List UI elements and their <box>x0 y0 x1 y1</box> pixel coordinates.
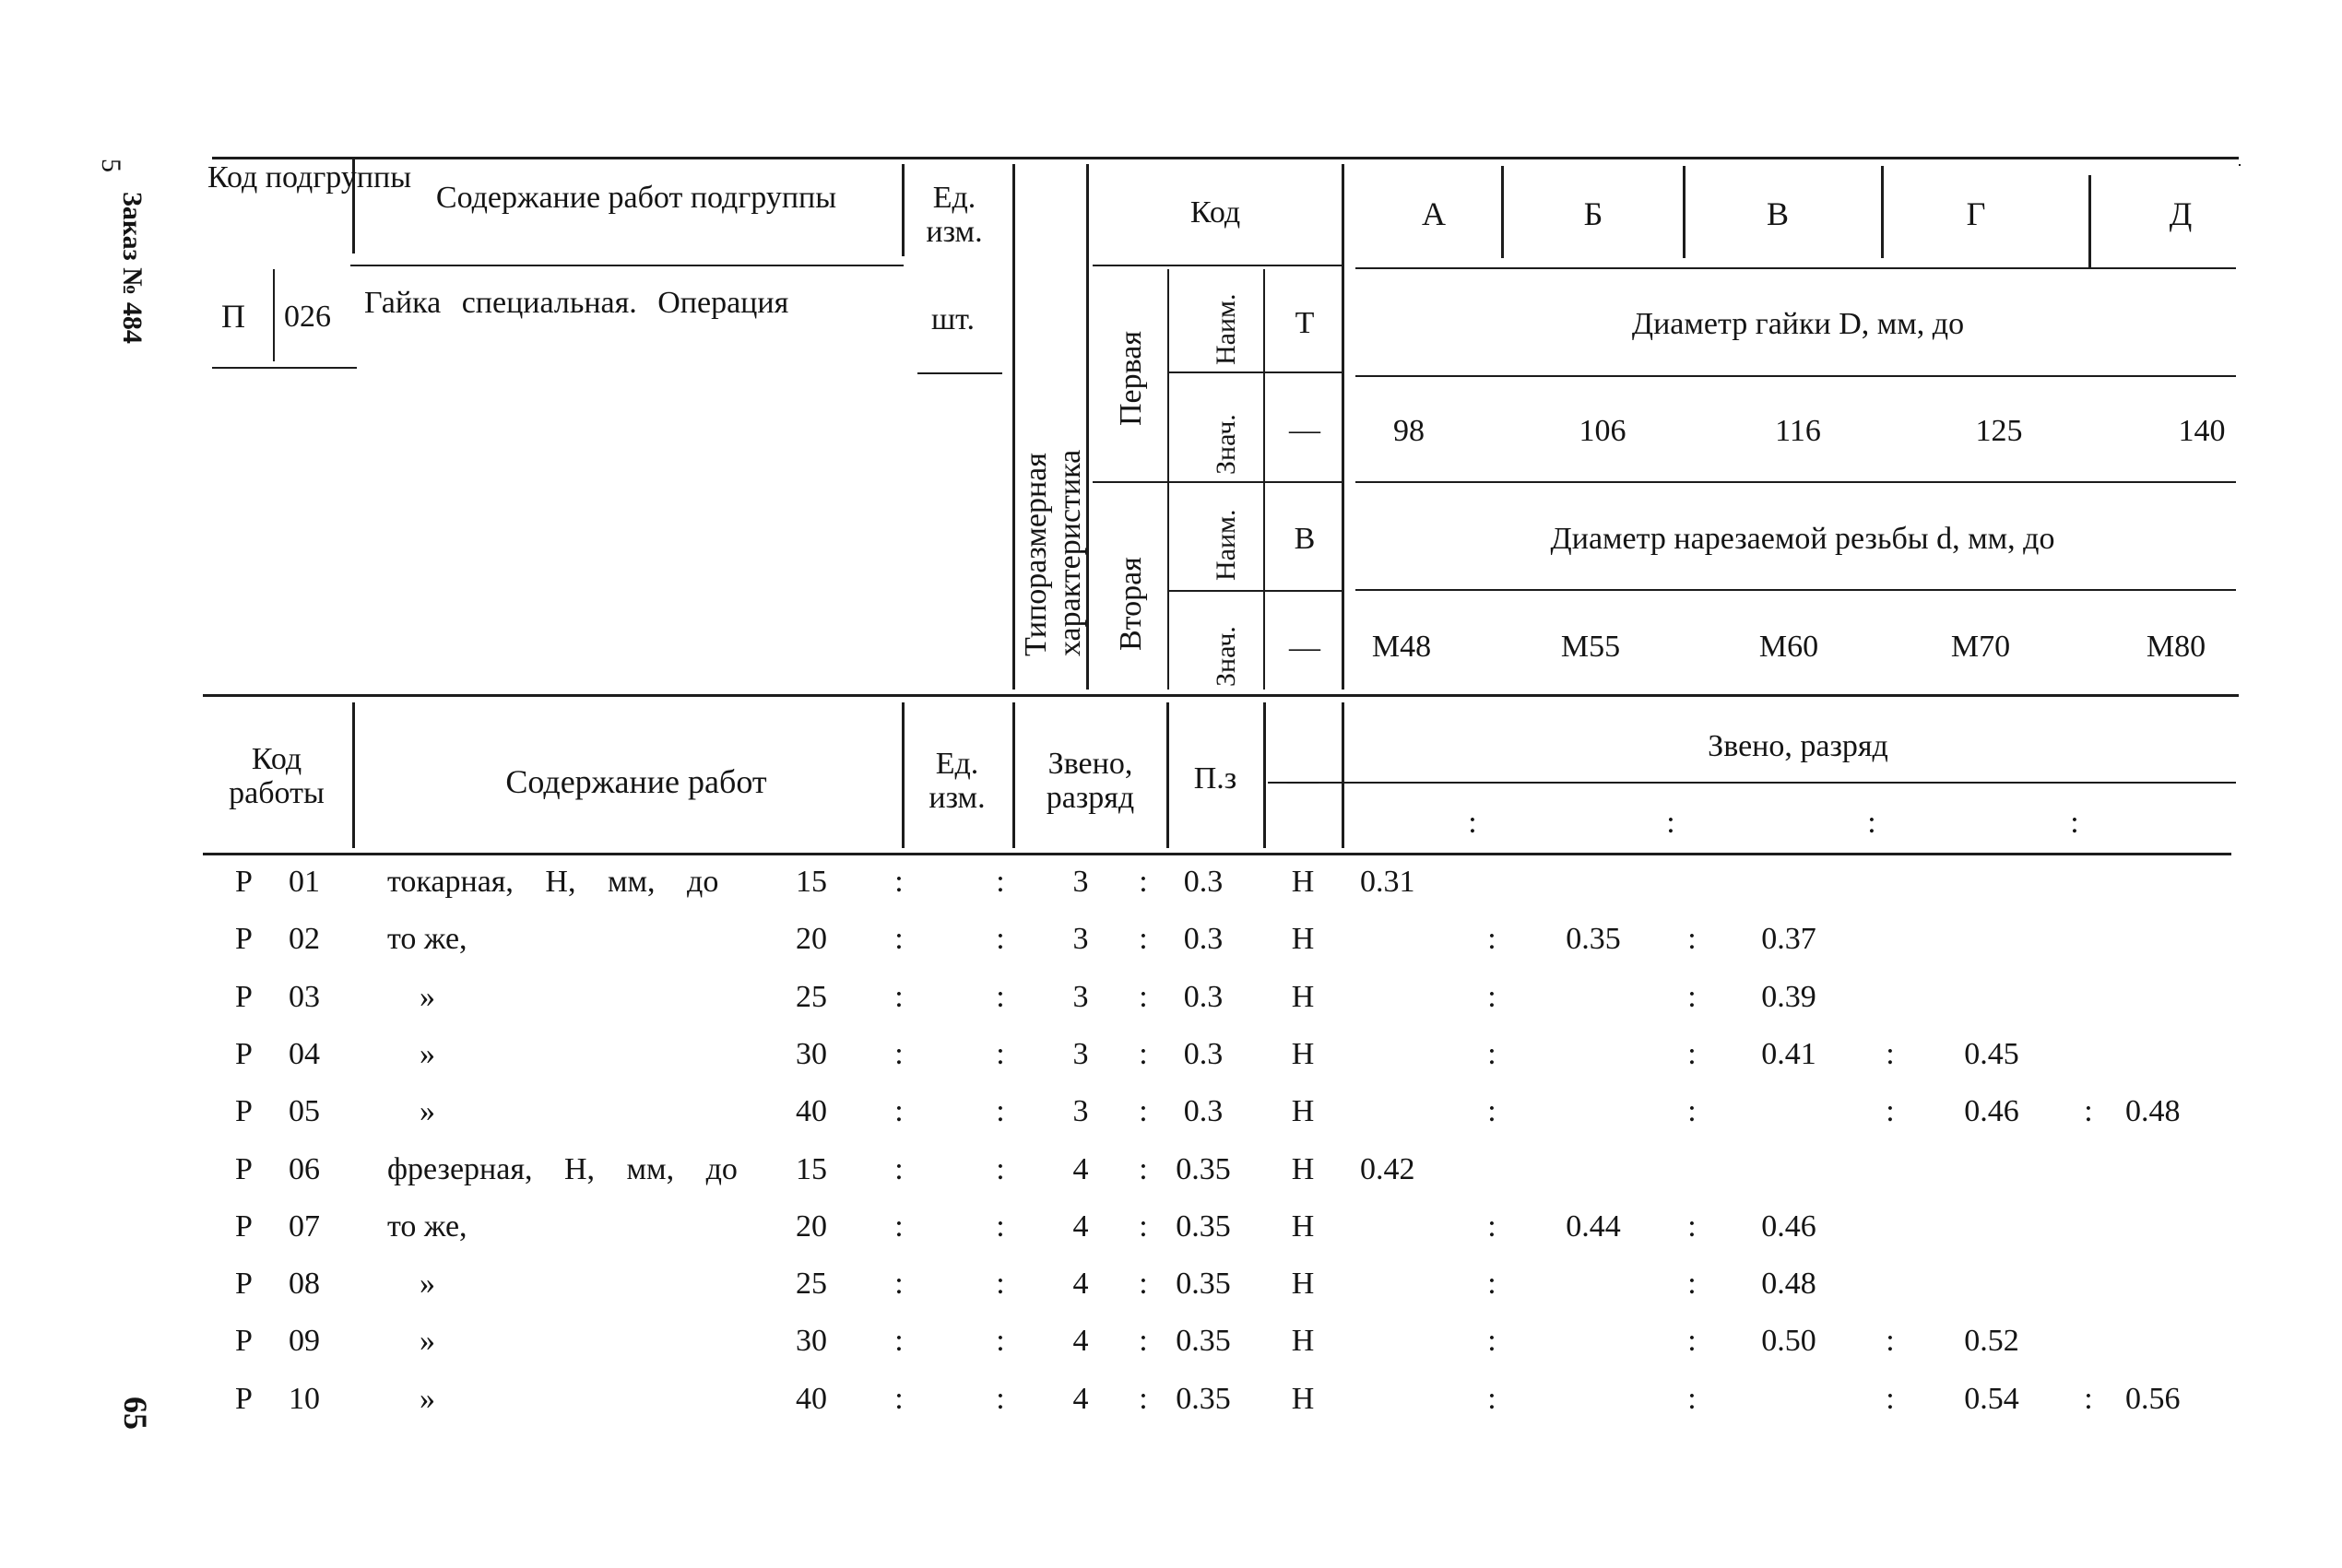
row-separator: : <box>1487 922 1496 956</box>
work-vline-pz <box>1263 702 1266 848</box>
row-letter: Р <box>235 1324 253 1358</box>
right-row-line-1 <box>1355 267 2236 269</box>
row-pz: 0.35 <box>1176 1382 1231 1416</box>
row-letter: Р <box>235 1037 253 1071</box>
row-norm: Н <box>1291 1094 1315 1128</box>
row-separator: : <box>1487 1209 1496 1244</box>
vline-col-b-v <box>1683 166 1686 258</box>
first-value-code: — <box>1289 413 1320 447</box>
first-value-g: 125 <box>1975 414 2023 448</box>
second-label: Вторая <box>1114 557 1148 651</box>
row-value-d: 0.48 <box>2125 1094 2181 1128</box>
row-separator: : <box>996 980 1005 1014</box>
first-label: Первая <box>1114 331 1148 426</box>
work-code-header: Код работы <box>229 742 325 811</box>
row-value-v: 0.46 <box>1761 1209 1816 1244</box>
row-value-g: 0.54 <box>1964 1382 2019 1416</box>
first-value-a: 98 <box>1393 414 1425 448</box>
code-mid-line <box>1093 481 1342 483</box>
row-code: 06 <box>289 1152 320 1186</box>
row-grade: 4 <box>1072 1382 1089 1416</box>
row-separator: : <box>1886 1037 1895 1071</box>
right-row-line-2 <box>1355 375 2236 377</box>
row-separator: : <box>1687 1382 1697 1416</box>
subgroup-description: Гайка специальная. Операция <box>364 286 789 320</box>
row-height: 40 <box>796 1094 827 1128</box>
vline-typesize-left <box>1012 164 1015 690</box>
row-code: 01 <box>289 865 320 899</box>
vline-unit <box>902 164 905 256</box>
row-grade: 4 <box>1072 1152 1089 1186</box>
row-grade: 4 <box>1072 1324 1089 1358</box>
header-underline-subgroup <box>350 265 904 266</box>
row-letter: Р <box>235 1152 253 1186</box>
first-value-b: 106 <box>1579 414 1626 448</box>
column-header-v: В <box>1766 195 1790 232</box>
subgroup-content-header: Содержание работ подгруппы <box>435 181 837 215</box>
row-pz: 0.35 <box>1176 1152 1231 1186</box>
second-value-code: — <box>1289 631 1320 665</box>
row-separator: : <box>1139 1382 1148 1416</box>
second-name-code: В <box>1294 522 1316 556</box>
row-value-v: 0.48 <box>1761 1267 1816 1301</box>
row-separator: : <box>894 922 904 956</box>
row-norm: Н <box>1291 1324 1315 1358</box>
row-separator: : <box>1487 1037 1496 1071</box>
vline-subgroup-letter <box>273 269 275 361</box>
row-norm: Н <box>1291 980 1315 1014</box>
row-text: » <box>420 980 435 1014</box>
row-separator: : <box>1687 1037 1697 1071</box>
unit-underline <box>917 372 1002 374</box>
right-link-grade-header: Звено, разряд <box>1708 729 1888 763</box>
row-grade: 4 <box>1072 1209 1089 1244</box>
work-vline-dash <box>1342 702 1344 848</box>
row-separator: : <box>996 1152 1005 1186</box>
second-value-d: М80 <box>2146 630 2206 664</box>
code-header: Код <box>1189 195 1241 230</box>
second-value-g: М70 <box>1950 630 2011 664</box>
work-header-bottom-rule <box>203 853 2231 855</box>
unit-header: Ед. изм. <box>926 181 983 250</box>
second-value-b: М55 <box>1560 630 1621 664</box>
row-separator: : <box>1687 1209 1697 1244</box>
row-separator: : <box>1886 1094 1895 1128</box>
row-norm: Н <box>1291 1382 1315 1416</box>
row-code: 10 <box>289 1382 320 1416</box>
row-norm: Н <box>1291 1152 1315 1186</box>
row-separator: : <box>996 865 1005 899</box>
row-code: 07 <box>289 1209 320 1244</box>
vline-col-g-d <box>2088 175 2091 267</box>
row-code: 05 <box>289 1094 320 1128</box>
subgroup-code-header: Код подгруппы <box>207 160 412 195</box>
row-norm: Н <box>1291 865 1315 899</box>
vline-first-second <box>1167 269 1169 690</box>
row-letter: Р <box>235 1094 253 1128</box>
row-norm: Н <box>1291 1037 1315 1071</box>
row-separator: : <box>1139 1209 1148 1244</box>
row-value-v: 0.39 <box>1761 980 1816 1014</box>
row-separator: : <box>996 1382 1005 1416</box>
row-grade: 3 <box>1072 1037 1089 1071</box>
row-pz: 0.3 <box>1183 1094 1224 1128</box>
row-separator: : <box>1886 1382 1895 1416</box>
right-row-line-3 <box>1355 481 2236 483</box>
row-separator: : <box>894 1094 904 1128</box>
row-separator: : <box>996 1267 1005 1301</box>
row-value-b: 0.44 <box>1566 1209 1621 1244</box>
row-text: то же, <box>387 1209 467 1244</box>
row-letter: Р <box>235 1382 253 1416</box>
row-separator: : <box>1886 1324 1895 1358</box>
row-pz: 0.3 <box>1183 980 1224 1014</box>
row-letter: Р <box>235 1209 253 1244</box>
column-header-d: Д <box>2169 195 2193 232</box>
row-value-d: 0.56 <box>2125 1382 2181 1416</box>
row-text: то же, <box>387 922 467 956</box>
row-separator: : <box>1139 865 1148 899</box>
work-header-top-rule <box>203 694 2239 697</box>
row-height: 15 <box>796 865 827 899</box>
work-pz-header: П.з <box>1193 761 1237 796</box>
row-text: » <box>420 1267 435 1301</box>
row-height: 25 <box>796 1267 827 1301</box>
row-code: 03 <box>289 980 320 1014</box>
row-separator: : <box>1687 1094 1697 1128</box>
row-pz: 0.35 <box>1176 1267 1231 1301</box>
row-value-g: 0.46 <box>1964 1094 2019 1128</box>
row-value-v: 0.37 <box>1761 922 1816 956</box>
row-separator: : <box>1139 1324 1148 1358</box>
row-separator: : <box>1487 1382 1496 1416</box>
second-name-label: Наим. <box>1211 509 1241 581</box>
row-separator: : <box>894 1324 904 1358</box>
second-value-label: Знач. <box>1211 626 1241 687</box>
row-letter: Р <box>235 922 253 956</box>
row-separator: : <box>894 1382 904 1416</box>
row-text: » <box>420 1382 435 1416</box>
row-norm: Н <box>1291 922 1315 956</box>
first-value-label: Знач. <box>1211 414 1241 475</box>
row-letter: Р <box>235 865 253 899</box>
right-row-line-4 <box>1355 589 2236 591</box>
code-under-label <box>1093 265 1342 266</box>
row-height: 40 <box>796 1382 827 1416</box>
margin-order-label: Заказ № 484 <box>117 192 148 344</box>
row-separator: : <box>996 1209 1005 1244</box>
work-vline-unit <box>1012 702 1015 848</box>
row-separator: : <box>1139 1267 1148 1301</box>
row-text: » <box>420 1037 435 1071</box>
row-grade: 4 <box>1072 1267 1089 1301</box>
subgroup-letter: П <box>221 298 245 335</box>
top-rule-right <box>2239 164 2241 166</box>
row-norm: Н <box>1291 1267 1315 1301</box>
subgroup-unit: шт. <box>931 302 975 336</box>
row-value-v: 0.50 <box>1761 1324 1816 1358</box>
row-separator: : <box>1487 1267 1496 1301</box>
row-value-v: 0.41 <box>1761 1037 1816 1071</box>
row-separator: : <box>1687 1267 1697 1301</box>
vline-col-a-b <box>1501 166 1504 258</box>
row-text: токарная, H, мм, до <box>387 865 719 899</box>
row-separator: : <box>996 1094 1005 1128</box>
right-header-colon-4: : <box>2070 806 2079 840</box>
first-name-code: Т <box>1295 306 1315 340</box>
top-rule <box>212 157 2239 159</box>
row-code: 02 <box>289 922 320 956</box>
work-dash-header: — <box>1287 763 1319 797</box>
row-separator: : <box>996 1037 1005 1071</box>
code-row2-split <box>1169 590 1343 592</box>
work-vline-link <box>1166 702 1169 848</box>
row-separator: : <box>1139 980 1148 1014</box>
second-value-v: М60 <box>1758 630 1819 664</box>
first-value-d: 140 <box>2178 414 2226 448</box>
row-separator: : <box>1487 980 1496 1014</box>
row-text: » <box>420 1324 435 1358</box>
row-separator: : <box>894 1267 904 1301</box>
row-grade: 3 <box>1072 1094 1089 1128</box>
row-pz: 0.3 <box>1183 1037 1224 1071</box>
work-vline-code <box>352 702 355 848</box>
row-separator: : <box>894 1037 904 1071</box>
right-header-colon-2: : <box>1666 806 1675 840</box>
code-row1-split <box>1169 371 1343 373</box>
row-separator: : <box>1687 980 1697 1014</box>
row-code: 09 <box>289 1324 320 1358</box>
row-grade: 3 <box>1072 922 1089 956</box>
row-separator: : <box>1687 1324 1697 1358</box>
row-height: 20 <box>796 1209 827 1244</box>
column-header-a: А <box>1422 195 1446 232</box>
vline-code-right <box>1342 164 1344 690</box>
row-value-g: 0.52 <box>1964 1324 2019 1358</box>
row-separator: : <box>1687 922 1697 956</box>
row-separator: : <box>894 980 904 1014</box>
row-separator: : <box>1139 1152 1148 1186</box>
row-height: 15 <box>796 1152 827 1186</box>
column-header-b: Б <box>1583 195 1603 232</box>
subgroup-code-underline <box>212 367 357 369</box>
work-vline-content <box>902 702 905 848</box>
row-code: 04 <box>289 1037 320 1071</box>
row-separator: : <box>1487 1324 1496 1358</box>
work-content-header: Содержание работ <box>505 763 767 800</box>
vline-col-v-g <box>1881 166 1884 258</box>
row-separator: : <box>996 922 1005 956</box>
first-name-label: Наим. <box>1211 293 1241 365</box>
row-height: 30 <box>796 1324 827 1358</box>
row-letter: Р <box>235 1267 253 1301</box>
row-separator: : <box>2084 1094 2093 1128</box>
right-header-colon-3: : <box>1867 806 1876 840</box>
row-height: 20 <box>796 922 827 956</box>
row-letter: Р <box>235 980 253 1014</box>
row-value-a: 0.42 <box>1360 1152 1415 1186</box>
row-pz: 0.35 <box>1176 1209 1231 1244</box>
row-grade: 3 <box>1072 980 1089 1014</box>
typesize-header: Типоразмерная характеристика <box>1019 449 1088 656</box>
row-separator: : <box>1139 922 1148 956</box>
row-norm: Н <box>1291 1209 1315 1244</box>
row-code: 08 <box>289 1267 320 1301</box>
row-value-a: 0.31 <box>1360 865 1415 899</box>
work-link-grade-header: Звено, разряд <box>1046 747 1135 816</box>
right-header-colon-1: : <box>1468 806 1477 840</box>
row-pz: 0.3 <box>1183 922 1224 956</box>
row-separator: : <box>2084 1382 2093 1416</box>
column-header-g: Г <box>1966 195 1986 232</box>
first-parameter-name: Диаметр гайки D, мм, до <box>1631 307 1965 341</box>
second-value-a: М48 <box>1371 630 1432 664</box>
row-height: 25 <box>796 980 827 1014</box>
row-separator: : <box>1139 1037 1148 1071</box>
row-pz: 0.3 <box>1183 865 1224 899</box>
margin-page-number-top: 5 <box>96 159 126 172</box>
row-grade: 3 <box>1072 865 1089 899</box>
second-parameter-name: Диаметр нарезаемой резьбы d, мм, до <box>1550 522 2055 556</box>
row-height: 30 <box>796 1037 827 1071</box>
row-separator: : <box>894 865 904 899</box>
row-pz: 0.35 <box>1176 1324 1231 1358</box>
subgroup-code: 026 <box>284 300 331 334</box>
first-value-v: 116 <box>1775 414 1821 448</box>
margin-page-number-bottom: 65 <box>117 1397 154 1430</box>
row-text: фрезерная, H, мм, до <box>387 1152 738 1186</box>
work-unit-header: Ед. изм. <box>929 747 986 816</box>
row-separator: : <box>1487 1094 1496 1128</box>
row-value-g: 0.45 <box>1964 1037 2019 1071</box>
work-header-inner-rule <box>1268 782 2236 784</box>
row-separator: : <box>1139 1094 1148 1128</box>
row-text: » <box>420 1094 435 1128</box>
row-separator: : <box>894 1209 904 1244</box>
row-separator: : <box>894 1152 904 1186</box>
row-value-b: 0.35 <box>1566 922 1621 956</box>
vline-name-code <box>1263 269 1265 690</box>
row-separator: : <box>996 1324 1005 1358</box>
